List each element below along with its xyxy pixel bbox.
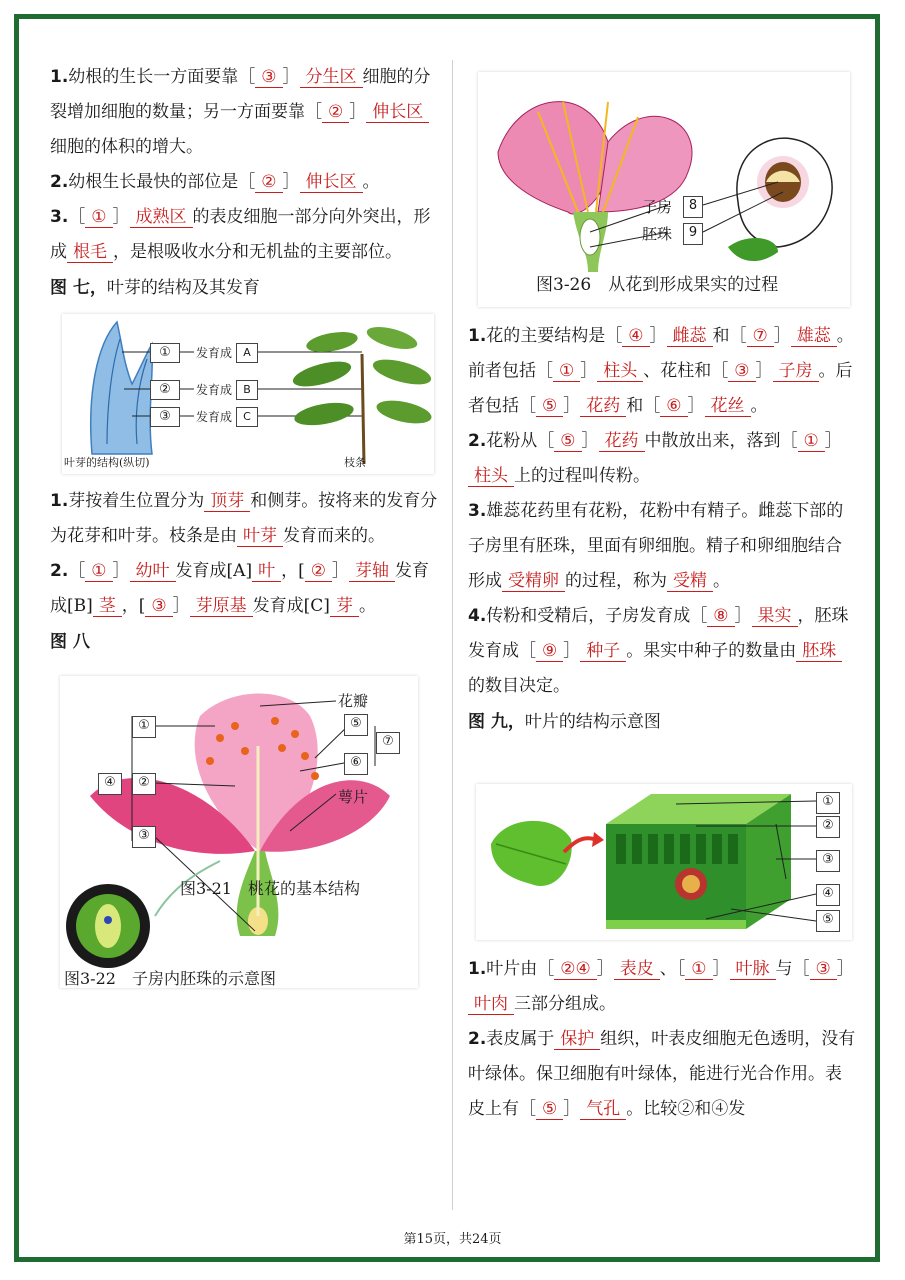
question-root-2: 2.幼根生长最快的部位是［ ② ］ 伸长区 。 — [50, 172, 380, 192]
grow-label-2: 发育成 — [196, 383, 233, 397]
question-flower-3: 3.雄蕊花药里有花粉，花粉中有精子。雌蕊下部的子房里有胚珠，里面有卵细胞。精子和卵细胞结合形成 受精卵 的过程，称为 受精 。 — [468, 501, 844, 591]
page-footer: 第15页，共24页 — [403, 1232, 502, 1247]
question-flower-1: 1.花的主要结构是［ ④ ］ 雌蕊 和［ ⑦ ］ 雄蕊 。前者包括［ ① ］ 柱头 、花柱和［ ③ ］ 子房 。后者包括［ ⑤ ］ 花药 和［ ⑥ ］ 花丝 。 — [468, 326, 854, 416]
question-leaf-1: 1.叶片由［ ②④ ］ 表皮 、［ ① ］ 叶脉 与［ ③ ］叶肉 三部分组成。 — [468, 959, 854, 1014]
caption-fig-3-26: 图3-26 从花到形成果实的过程 — [536, 275, 779, 295]
question-flower-2: 2.花粉从［ ⑤ ］ 花药 中散放出来，落到［ ① ］柱头 上的过程叫传粉。 — [468, 431, 842, 486]
figure-9-heading: 图 九，叶片的结构示意图 — [468, 712, 661, 732]
label-box-5: ⑤ — [344, 714, 368, 736]
label-box-1: ① — [816, 792, 840, 814]
left-column — [50, 60, 440, 988]
figure-3-26-flower-to-fruit — [478, 72, 850, 307]
label-box-3: ③ — [816, 850, 840, 872]
label-box-1: ① — [150, 343, 180, 363]
column-divider — [452, 60, 453, 1210]
label-box-3: ③ — [132, 826, 156, 848]
question-flower-4: 4.传粉和受精后，子房发育成［ ⑧ ］ 果实 ，胚珠发育成［ ⑨ ］ 种子 。果实中种子的数量由 胚珠的数目决定。 — [468, 606, 849, 696]
grow-label-3: 发育成 — [196, 410, 233, 424]
label-box-B: B — [236, 380, 258, 400]
label-box-7: ⑦ — [376, 732, 400, 754]
label-box-2: ② — [132, 773, 156, 795]
label-box-2: ② — [150, 380, 180, 400]
question-bud-1: 1.芽按着生位置分为 顶芽 和侧芽。按将来的发育分为花芽和叶芽。枝条是由 叶芽 发育而来的。 — [50, 491, 438, 546]
grow-label-1: 发育成 — [196, 346, 233, 360]
label-box-2: ② — [816, 816, 840, 838]
label-box-C: C — [236, 407, 258, 427]
label-box-8: 8 — [683, 196, 703, 218]
question-leaf-2: 2.表皮属于 保护 组织，叶表皮细胞无色透明，没有叶绿体。保卫细胞有叶绿体，能进行光合作用。表皮上有［ ⑤ ］ 气孔 。比较②和④发 — [468, 1029, 856, 1119]
label-sepal: 萼片 — [338, 788, 369, 806]
label-petal: 花瓣 — [338, 692, 369, 710]
figure-7-leaf-bud — [62, 314, 434, 474]
label-box-6: ⑥ — [344, 753, 368, 775]
label-box-1: ① — [132, 716, 156, 738]
caption-branch: 枝条 — [344, 456, 366, 469]
label-ovule: 胚珠 — [642, 225, 673, 243]
question-bud-2: 2.［ ① ］ 幼叶 发育成[A] 叶 ，[ ② ］ 芽轴 发育成[B] 茎 ，[ ③ ］ 芽原基 发育成[C] 芽 。 — [50, 561, 429, 616]
figure-7-heading: 图 七，叶芽的结构及其发育 — [50, 278, 260, 298]
figure-9-leaf-structure — [476, 784, 852, 940]
label-box-5: ⑤ — [816, 910, 840, 932]
caption-bud-section: 叶芽的结构(纵切) — [64, 456, 150, 469]
figure-8-peach-flower — [60, 676, 418, 988]
question-root-3: 3.［ ① ］ 成熟区 的表皮细胞一部分向外突出，形成 根毛 ，是根吸收水分和无机盐的主要部位。 — [50, 207, 431, 262]
leaf-structure-illustration — [476, 784, 852, 940]
right-column — [468, 60, 858, 1127]
label-ovary: 子房 — [642, 198, 673, 216]
figure-8-heading: 图 八 — [50, 632, 90, 652]
caption-fig-3-21: 图3-21 桃花的基本结构 — [180, 879, 360, 898]
caption-fig-3-22: 图3-22 子房内胚珠的示意图 — [64, 969, 276, 988]
label-box-9: 9 — [683, 223, 703, 245]
label-box-A: A — [236, 343, 258, 363]
label-box-4: ④ — [98, 773, 122, 795]
label-box-4: ④ — [816, 884, 840, 906]
label-box-3: ③ — [150, 407, 180, 427]
question-root-1: 1.幼根的生长一方面要靠［ ③ ］ 分生区 细胞的分裂增加细胞的数量；另一方面要靠［ ② ］ 伸长区细胞的体积的增大。 — [50, 67, 431, 157]
